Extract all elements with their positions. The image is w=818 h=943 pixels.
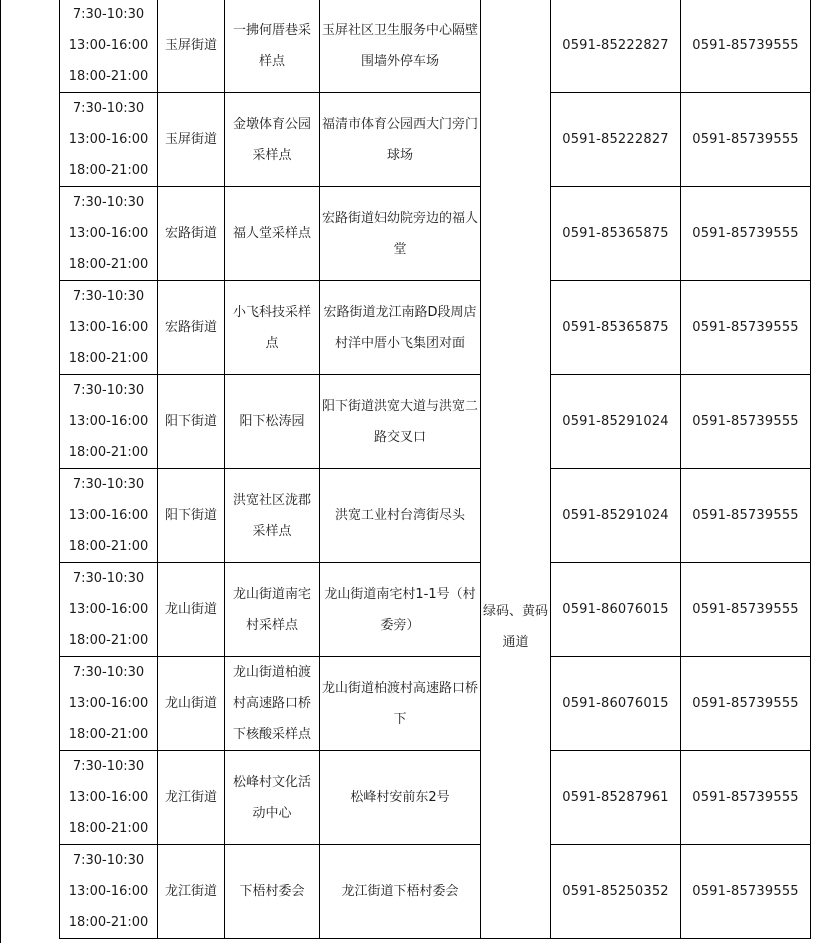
address-cell: [320, 845, 481, 939]
site-name: 小飞科技采样点: [232, 304, 311, 351]
address: 龙江街道下梧村委会: [341, 884, 459, 899]
site-name-cell: [225, 0, 320, 93]
site-name-cell: [225, 657, 320, 751]
phone-secondary-cell: 0591-85739555: [681, 469, 811, 563]
phone-primary-cell: 0591-85291024: [551, 375, 681, 469]
table-row: [60, 375, 811, 469]
address-cell: [320, 563, 481, 657]
site-name-cell: [225, 751, 320, 845]
address-cell: [320, 187, 481, 281]
street-cell: 阳下街道: [158, 375, 225, 469]
street-cell: 龙山街道: [158, 563, 225, 657]
table-row: [60, 845, 811, 939]
time-cell: [60, 93, 158, 187]
phone-primary-cell: 0591-85250352: [551, 845, 681, 939]
table-row: [60, 657, 811, 751]
time-slot-afternoon: 13:00-16:00: [68, 414, 149, 429]
time-slot-morning: 7:30-10:30: [72, 477, 145, 492]
phone-primary-cell: 0591-85365875: [551, 281, 681, 375]
phone-primary-cell: 0591-85287961: [551, 751, 681, 845]
address: 松峰村安前东2号: [350, 790, 450, 805]
time-slot-afternoon: 13:00-16:00: [68, 602, 149, 617]
time-slot-afternoon: 13:00-16:00: [68, 38, 149, 53]
address: 龙山街道柏渡村高速路口桥下: [322, 680, 479, 727]
sampling-sites-table: [59, 0, 811, 939]
time-slot-morning: 7:30-10:30: [72, 759, 145, 774]
site-name-cell: [225, 281, 320, 375]
site-name: 龙山街道柏渡村高速路口桥下核酸采样点: [232, 665, 311, 742]
address-cell: [320, 751, 481, 845]
site-name-cell: [225, 375, 320, 469]
site-name-cell: [225, 469, 320, 563]
address: 宏路街道龙江南路D段周店村洋中厝小飞集团对面: [323, 304, 477, 351]
time-cell: [60, 657, 158, 751]
time-slot-afternoon: 13:00-16:00: [68, 696, 149, 711]
site-name-cell: [225, 845, 320, 939]
time-slot-evening: 18:00-21:00: [68, 351, 149, 366]
address: 洪宽工业村台湾街尽头: [334, 508, 465, 523]
table-row: [60, 751, 811, 845]
site-name: 一拂何厝巷采样点: [232, 22, 311, 69]
time-cell: [60, 375, 158, 469]
time-slot-afternoon: 13:00-16:00: [68, 790, 149, 805]
time-cell: [60, 563, 158, 657]
street-cell: 龙山街道: [158, 657, 225, 751]
phone-primary-cell: 0591-85222827: [551, 93, 681, 187]
address: 龙山街道南宅村1-1号（村委旁）: [324, 586, 476, 633]
address: 宏路街道妇幼院旁边的福人堂: [322, 210, 479, 257]
time-cell: [60, 187, 158, 281]
phone-secondary-cell: 0591-85739555: [681, 93, 811, 187]
time-slot-evening: 18:00-21:00: [68, 727, 149, 742]
time-slot-afternoon: 13:00-16:00: [68, 226, 149, 241]
time-cell: [60, 281, 158, 375]
phone-secondary-cell: 0591-85739555: [681, 281, 811, 375]
time-slot-evening: 18:00-21:00: [68, 915, 149, 930]
address-cell: [320, 375, 481, 469]
time-slot-morning: 7:30-10:30: [72, 7, 145, 22]
address-cell: [320, 281, 481, 375]
time-slot-morning: 7:30-10:30: [72, 101, 145, 116]
time-cell: [60, 845, 158, 939]
phone-secondary-cell: 0591-85739555: [681, 375, 811, 469]
table-row: [60, 281, 811, 375]
table-body: [60, 0, 811, 939]
phone-primary-cell: 0591-86076015: [551, 657, 681, 751]
time-slot-morning: 7:30-10:30: [72, 665, 145, 680]
address-cell: [320, 93, 481, 187]
site-name: 阳下松涛园: [239, 414, 305, 429]
time-slot-morning: 7:30-10:30: [72, 853, 145, 868]
street-cell: 阳下街道: [158, 469, 225, 563]
street-cell: 玉屏街道: [158, 93, 225, 187]
table-row: [60, 563, 811, 657]
phone-secondary-cell: 0591-85739555: [681, 187, 811, 281]
site-name: 洪宽社区泷郡采样点: [232, 492, 311, 539]
street-cell: 宏路街道: [158, 187, 225, 281]
phone-primary-cell: 0591-85291024: [551, 469, 681, 563]
time-slot-evening: 18:00-21:00: [68, 821, 149, 836]
phone-primary-cell: 0591-85365875: [551, 187, 681, 281]
time-slot-evening: 18:00-21:00: [68, 445, 149, 460]
phone-secondary-cell: 0591-85739555: [681, 563, 811, 657]
site-name-cell: [225, 93, 320, 187]
phone-secondary-cell: 0591-85739555: [681, 751, 811, 845]
time-cell: [60, 0, 158, 93]
table-row: [60, 93, 811, 187]
street-cell: 宏路街道: [158, 281, 225, 375]
table-row: [60, 469, 811, 563]
channel-cell: [481, 0, 551, 939]
street-cell: 龙江街道: [158, 751, 225, 845]
time-slot-evening: 18:00-21:00: [68, 539, 149, 554]
site-name-cell: [225, 187, 320, 281]
site-name: 福人堂采样点: [232, 226, 311, 241]
phone-secondary-cell: 0591-85739555: [681, 657, 811, 751]
street-cell: 龙江街道: [158, 845, 225, 939]
time-slot-evening: 18:00-21:00: [68, 257, 149, 272]
site-name: 金墩体育公园采样点: [232, 116, 311, 163]
phone-primary-cell: 0591-85222827: [551, 0, 681, 93]
page-left-border: [0, 0, 1, 943]
site-name: 松峰村文化活动中心: [232, 774, 311, 821]
site-name-cell: [225, 563, 320, 657]
address-cell: [320, 657, 481, 751]
table-row: [60, 187, 811, 281]
address-cell: [320, 0, 481, 93]
site-name: 下梧村委会: [239, 884, 305, 899]
time-slot-afternoon: 13:00-16:00: [68, 508, 149, 523]
phone-secondary-cell: 0591-85739555: [681, 0, 811, 93]
phone-primary-cell: 0591-86076015: [551, 563, 681, 657]
time-slot-afternoon: 13:00-16:00: [68, 884, 149, 899]
time-cell: [60, 751, 158, 845]
table-row: [60, 0, 811, 93]
time-slot-morning: 7:30-10:30: [72, 289, 145, 304]
site-name: 龙山街道南宅村采样点: [232, 586, 311, 633]
street-cell: 玉屏街道: [158, 0, 225, 93]
phone-secondary-cell: 0591-85739555: [681, 845, 811, 939]
address-cell: [320, 469, 481, 563]
time-slot-afternoon: 13:00-16:00: [68, 320, 149, 335]
time-slot-morning: 7:30-10:30: [72, 383, 145, 398]
time-slot-morning: 7:30-10:30: [72, 195, 145, 210]
address: 阳下街道洪宽大道与洪宽二路交叉口: [322, 398, 479, 445]
time-slot-evening: 18:00-21:00: [68, 69, 149, 84]
time-slot-evening: 18:00-21:00: [68, 163, 149, 178]
time-slot-evening: 18:00-21:00: [68, 633, 149, 648]
channel-label: 绿码、黄码通道: [483, 604, 549, 650]
time-slot-morning: 7:30-10:30: [72, 571, 145, 586]
time-cell: [60, 469, 158, 563]
address: 福清市体育公园西大门旁门球场: [322, 116, 479, 163]
time-slot-afternoon: 13:00-16:00: [68, 132, 149, 147]
address: 玉屏社区卫生服务中心隔壁围墙外停车场: [322, 22, 479, 69]
